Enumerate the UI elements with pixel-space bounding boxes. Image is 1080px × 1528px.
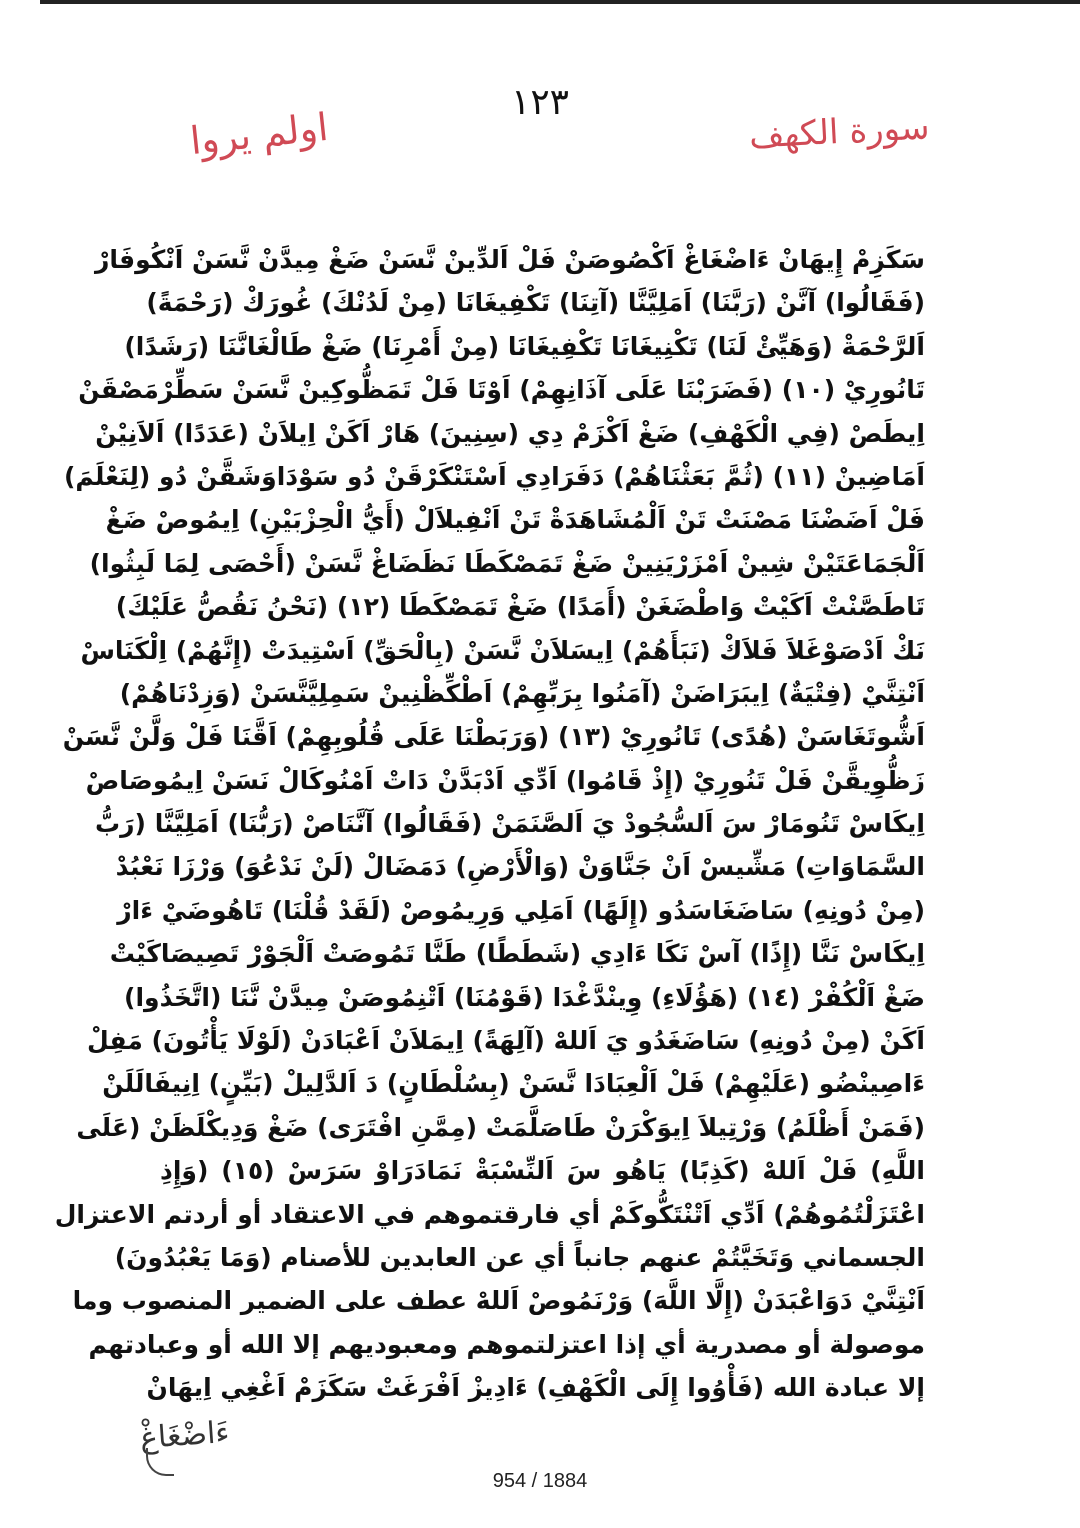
text-line: اَكَنْ (مِنْ دُونِهِ) سَاضَغَدُو يَ اَللهْ (آلِهَةً) اِيمَلاَنْ اَعْبَادَنْ (لَوْلَا يَأْتُونَ) مَفِلْ [87,1026,925,1056]
text-line: اللَّهِ) فَلْ اَللهْ (كَذِبًا) يَاهُو سَ اَلنِّسْبَةْ نَمَادَرَاوْ سَرَسْ (١٥) (وَإِذِ [160,1156,925,1186]
text-line: (فَمَنْ أَظْلَمُ) وَرْتِيلاَ اِيوَكْرَنْ طَاصَلَّمَتْ (مِمَّنِ افْتَرَى) ضَغْ وَدِيكْلَظَنْ (عَلَى [76,1112,925,1142]
catchword: ءَاضْغَاغْ [138,1414,231,1457]
text-line: اَلْجَمَاعَتَيْنْ شِينْ اَمْزَرْيَنِينْ ضَغْ تَمَصْكَطَا نَظَضَاغْ نَّسَنْ (أَحْصَى لِمَا لَبِثُوا) [89,548,925,578]
text-line: اِيكَاسْ تَنُومَارْ سَ اَلسُّجُودْ يَ اَلصَّنَمَنْ (فَقَالُوا) آنَّنَاصْ (رَبُّنَا) اَمَلِيَّنَّا (رَبُّ [95,809,925,839]
text-line: تَانُورِيْ (١٠) (فَضَرَبْنَا عَلَى آذَانِهِمْ) اَوْتَا فَلْ تَمَظُّوكِينْ نَّسَنْ سَطِّرْمَصْقَنْ [78,375,925,405]
text-line: اِيكَاسْ نَنَّا (إِذًا) آسْ نَكَا ءَادِي (شَطَطًا) طَنَّا تَمُوصَتْ اَلْجَوْرْ تَصِيصَاكَيْتْ [109,939,925,969]
text-line: ءَاصِينْضُو (عَلَيْهِمْ) فَلْ اَلْعِبَادَا نَّسَنْ (بِسُلْطَانٍ) دَ اَلدَّلِيلْ (بَيِّنٍ) اِنِيفَالَلَنْ [102,1069,925,1099]
text-line: (مِنْ دُونِهِ) سَاضَغَاسَدُو (إِلَهًا) اَمَلِي وَرِيمُوصْ (لَقَدْ قُلْنَا) تَاهُوضَيْ ءَارْ [117,895,925,925]
page-counter: 954 / 1884 [492,1470,588,1492]
text-line: تَاطَصَّنْتْ اَكَيْتْ وَاطْضَغَنْ (أَمَدًا) ضَغْ تَمَصْكَطَا (١٢) (نَحْنُ نَقُصُّ عَلَيْكَ) [115,592,925,622]
text-line: اَنْتِنَّيْ دَوَاعْبَدَنْ (إِلَّا اللَّهَ) وَرْنَمُوصْ اَللهْ عطف على الضمير المنصوب وما [72,1286,925,1316]
text-line: زَظُّوِيقَّنْ فَلْ تَنُورِيْ (إِذْ قَامُوا) اَدِّي اَدْبَدَّنْ دَاتْ اَمْنُوكَالْ نَسَنْ اِيمُوصَاصْ [85,765,925,795]
juz-name-annotation: اولم يروا [188,104,331,164]
text-line: اعْتَزَلْتُمُوهُمْ) اَدِّي اَتْنْتَكُّوكَمْ أي فارقتموهم في الاعتقاد أو أردتم الاعتزال [54,1199,925,1229]
text-line: موصولة أو مصدرية أي إذا اعتزلتموهم ومعبوديهم إلا الله أو وعبادتهم [88,1329,925,1359]
text-line: فَلْ اَضَضْنَا مَصْنَتْ تَنْ اَلْمُشَاهَدَةْ تَنْ اَنْفِيلاَلْ (أَيُّ الْحِزْبَيْنِ) اِيمُوصْ ضَغْ [105,505,925,535]
text-line: اَمَاضِينْ (١١) (ثُمَّ بَعَثْنَاهُمْ) دَفَرَادِي اَسْتَنْكَرْقَنْ دُو سَوْدَاوَشَقَّنْ دُو (لِنَعْلَمَ) [63,461,925,491]
text-line: (فَقَالُوا) آنَّنْ (رَبَّنَا) اَمَلِيَّنَّا (آتِنَا) تَكْفِيغَانَا (مِنْ لَدُنْكَ) غُورَكْ (رَحْمَةً) [146,288,925,318]
text-line: نَكْ اَدْصَوْغَلاَ فَلاَكْ (نَبَأَهُمْ) اِيسَلاَنْ نَّسَنْ (بِالْحَقِّ) اَسْتِيدَتْ (إِنَّهُمْ) اِلْكَنَاسْ [80,635,925,665]
page-number: ١٢٣ [510,82,569,123]
page-top-edge [40,0,1080,4]
body-text [54,238,925,1410]
text-line: السَّمَاوَاتِ) مَشِّيسْ اَنْ جَنَّاوَنْ (وَالْأَرْضِ) دَمَضَالْ (لَنْ نَدْعُوَ) وَرْزَا نَعْبُدْ [115,852,925,882]
text-line: اَنْتِنَّيْ (فِتْيَةٌ) اِيبَرَاضَنْ (آمَنُوا بِرَبِّهِمْ) اَطْكِّظْنِينْ سَمِلِيَّنَّسَنْ (وَزِدْنَاهُمْ) [119,678,925,708]
text-line: اَشُّوتَغَاسَنْ (هُدًى) تَانُورِيْ (١٣) (وَرَبَطْنَا عَلَى قُلُوبِهِمْ) اَقَّنَا فَلْ وَلَّنْ نَّسَنْ [62,722,925,752]
text-line: ضَغْ اَلْكُفْرْ (١٤) (هَؤُلَاءِ) وِينْدَّغْدَا (قَوْمُنَا) اَتْنِمُوصَنْ مِيدَّنْ نَّنَا (اتَّخَذُوا) [124,982,925,1012]
text-line: سَكَزِمْ إِيهَانْ ءَاضْغَاغْ اَكْصُوصَنْ فَلْ اَلدِّينْ نَّسَنْ ضَغْ مِيدَّنْ نَّسَنْ اَنْكُوفَارْ [94,245,925,274]
text-line: اَلرَّحْمَةْ (وَهَيِّئْ لَنَا) تَكْنِيغَانَا تَكْفِيغَانَا (مِنْ أَمْرِنَا) ضَغْ طَالْغَانَّنَا (رَشَدًا) [124,331,925,361]
text-line: اِيطَصْ (فِي الْكَهْفِ) ضَغْ اَكْزَمْ دِي (سِنِينَ) هَارْ اَكَنْ اِيلاَنْ (عَدَدًا) اَلاَنِيْنْ [95,418,925,448]
text-line: إلا عبادة الله (فَأْوُوا إِلَى الْكَهْفِ) ءَادِيزْ اَفْرَغَتْ سَكَزَمْ اَغْغِي اِيهَانْ [146,1373,925,1403]
text-line: الجسماني وَتَخَيَّتُمْ عنهم جانباً أي عن العابدين للأصنام (وَمَا يَعْبُدُونَ) [114,1242,925,1272]
surah-name-annotation: سورة الكهف [748,107,931,157]
